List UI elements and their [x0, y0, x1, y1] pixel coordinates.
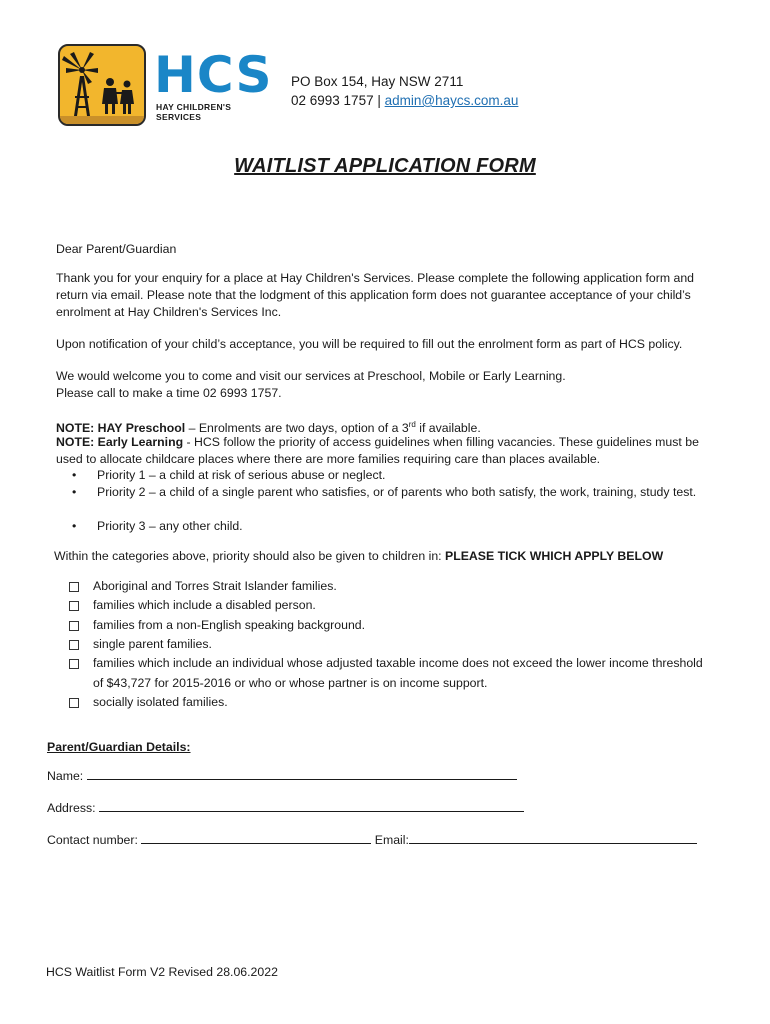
- name-field[interactable]: [87, 768, 517, 780]
- phone-number: 02 6993 1757: [291, 93, 374, 108]
- checkbox-label: single parent families.: [93, 637, 212, 651]
- hcs-logo: [58, 44, 273, 128]
- checkbox-non-english[interactable]: [69, 621, 79, 631]
- checkbox-disabled[interactable]: [69, 601, 79, 611]
- contact-line: [291, 93, 518, 108]
- name-row: [47, 768, 517, 783]
- salutation: Dear Parent/Guardian: [56, 242, 177, 256]
- postal-address: PO Box 154, Hay NSW 2711: [291, 74, 464, 89]
- checkbox-label: families which include an individual whose adjusted taxable income does not exceed the lower income threshold of $43,727 for 2015-2016 or who or whose partner is on income support.: [93, 656, 703, 690]
- priority-item: Priority 2 – a child of a single parent who satisfies, or of parents who both satisfy, the work, training, study test.: [97, 485, 697, 499]
- details-heading: Parent/Guardian Details:: [47, 740, 191, 754]
- priority-item: Priority 1 – a child at risk of serious abuse or neglect.: [97, 468, 386, 482]
- contact-number-field[interactable]: [141, 832, 371, 844]
- checkbox-aboriginal[interactable]: [69, 582, 79, 592]
- windmill-children-logo-icon: [58, 44, 146, 126]
- contact-row: [47, 832, 697, 847]
- visit-line: We would welcome you to come and visit our services at Preschool, Mobile or Early Learning.: [56, 369, 566, 383]
- email-field[interactable]: [409, 832, 697, 844]
- note-early-learning: NOTE: Early Learning - HCS follow the priority of access guidelines when filling vacancies. These guidelines must be used to allocate childcare places where there are more families requiring care than places available.: [56, 435, 699, 466]
- acceptance-paragraph: Upon notification of your child’s acceptance, you will be required to fill out the enrolment form as part of HCS policy.: [56, 337, 683, 351]
- checkbox-label: families from a non-English speaking background.: [93, 618, 366, 632]
- bullet-icon: •: [72, 519, 77, 533]
- checkbox-label: socially isolated families.: [93, 695, 228, 709]
- checkbox-label: Aboriginal and Torres Strait Islander families.: [93, 579, 337, 593]
- checkbox-label: families which include a disabled person.: [93, 598, 316, 612]
- visit-paragraph: [56, 368, 728, 402]
- call-line: Please call to make a time 02 6993 1757.: [56, 385, 282, 400]
- name-label: Name:: [47, 769, 84, 783]
- checkbox-single-parent[interactable]: [69, 640, 79, 650]
- email-link[interactable]: admin@haycs.com.au: [384, 93, 519, 108]
- page-title: WAITLIST APPLICATION FORM: [234, 155, 536, 177]
- address-label: Address:: [47, 801, 96, 815]
- checkbox-socially-isolated[interactable]: [69, 698, 79, 708]
- intro-paragraph: Thank you for your enquiry for a place at Hay Children's Services. Please complete the following application form and return via email. Please note that the lodgment of this application form does not guarantee acceptance of your child’s enrolment at Hay Children's Services Inc.: [56, 271, 695, 319]
- note-preschool-label: NOTE: HAY Preschool: [56, 421, 186, 436]
- address-field[interactable]: [99, 800, 524, 812]
- bullet-icon: •: [72, 468, 77, 482]
- logo-wordmark: HCS: [154, 46, 273, 104]
- note-early-learning-label: NOTE: Early Learning: [56, 435, 184, 449]
- footer-version: HCS Waitlist Form V2 Revised 28.06.2022: [46, 965, 278, 979]
- address-row: [47, 800, 524, 815]
- categories-intro: Within the categories above, priority should also be given to children in: PLEASE TICK WHICH APPLY BELOW: [54, 549, 664, 563]
- email-label: Email:: [374, 833, 409, 847]
- contact-number-label: Contact number:: [47, 833, 138, 847]
- tick-instruction: PLEASE TICK WHICH APPLY BELOW: [445, 549, 664, 563]
- checkbox-low-income[interactable]: [69, 659, 79, 669]
- separator: |: [377, 93, 381, 108]
- bullet-icon: •: [72, 485, 77, 499]
- priority-item: Priority 3 – any other child.: [97, 519, 243, 533]
- logo-subtitle: HAY CHILDREN'S SERVICES: [156, 102, 232, 122]
- note-preschool: NOTE: HAY Preschool – Enrolments are two days, option of a 3rd if available.: [56, 420, 481, 436]
